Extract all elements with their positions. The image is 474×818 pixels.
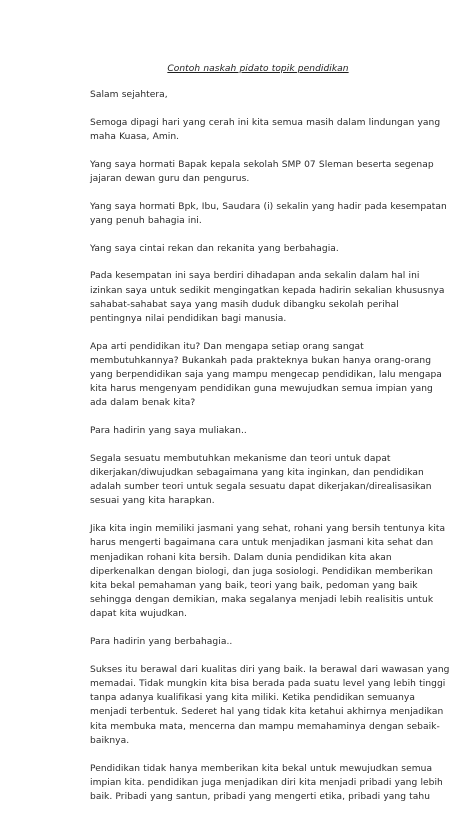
paragraph <box>90 424 420 438</box>
paragraph <box>90 663 450 748</box>
text-line: harus mengerti bagaimana cara untuk menjadikan jasmani kita sehat dan <box>90 538 434 549</box>
text-line: Yang saya cintai rekan dan rekanita yang berbahagia. <box>90 243 339 254</box>
text-line: baiknya. <box>90 735 130 746</box>
paragraph <box>90 762 443 805</box>
text-line: ada dalam benak kita? <box>90 398 196 409</box>
paragraph <box>90 158 434 186</box>
text-line: diperkenalkan dengan biologi, dan juga sosiologi. Pendidikan memberikan <box>90 566 433 577</box>
text-line: menjadi terbentuk. Sederet hal yang tidak kita ketahui akhirnya menjadikan <box>90 707 444 718</box>
text-line: kita bekal pemahaman yang baik, teori yang baik, pedoman yang baik <box>90 580 418 591</box>
text-line: Apa arti pendidikan itu? Dan mengapa setiap orang sangat <box>90 341 364 352</box>
text-line: Segala sesuatu membutuhkan mekanisme dan teori untuk dapat <box>90 453 391 464</box>
text-line: yang penuh bahagia ini. <box>90 215 202 226</box>
paragraph-list <box>90 88 450 804</box>
text-line: menjadikan rohani kita bersih. Dalam dunia pendidikan kita akan <box>90 552 392 563</box>
text-line: Para hadirin yang saya muliakan.. <box>90 426 247 437</box>
text-line: Para hadirin yang berbahagia.. <box>90 637 233 648</box>
text-line: kita membuka mata, mencerna dan mampu memahaminya dengan sebaik- <box>90 721 440 732</box>
text-line: adalah sumber teori untuk segala sesuatu dapat dikerjakan/direalisasikan <box>90 482 432 493</box>
text-line: yang berpendidikan saja yang mampu mengecap pendidikan, lalu mengapa <box>90 370 442 381</box>
text-line: memadai. Tidak mungkin kita bisa berada pada suatu level yang lebih tinggi <box>90 679 446 689</box>
text-line: dikerjakan/diwujudkan sebagaimana yang kita inginkan, dan pendidikan <box>90 468 424 479</box>
text-line: Jika kita ingin memiliki jasmani yang sehat, rohani yang bersih tentunya kita <box>90 524 446 535</box>
text-line: Pendidikan tidak hanya memberikan kita bekal untuk mewujudkan semua <box>90 763 433 774</box>
text-line: tanpa adanya kualifikasi yang kita miliki. Ketika pendidikan semuanya <box>90 693 415 704</box>
text-line: jajaran dewan guru dan pengurus. <box>90 174 250 185</box>
paragraph <box>90 269 445 326</box>
text-line: maha Kuasa, Amin. <box>90 132 180 143</box>
text-line: sesuai yang kita harapkan. <box>90 496 215 507</box>
document-title: Contoh naskah pidato topik pendidikan <box>167 64 349 74</box>
text-line: Sukses itu berawal dari kualitas diri yang baik. Ia berawal dari wawasan yang <box>90 664 450 675</box>
text-line: Salam sejahtera, <box>90 90 168 101</box>
document-body <box>90 62 450 818</box>
text-line: Semoga dipagi hari yang cerah ini kita semua masih dalam lindungan yang <box>90 117 441 128</box>
paragraph <box>90 116 441 144</box>
paragraph <box>90 340 442 411</box>
text-line: impian kita. pendidikan juga menjadikan diri kita menjadi pribadi yang lebih <box>90 777 443 788</box>
text-line: Pada kesempatan ini saya berdiri dihadapan anda sekalin dalam hal ini <box>90 271 420 282</box>
paragraph <box>90 522 446 621</box>
paragraph <box>90 635 420 649</box>
text-line: Yang saya hormati Bpk, Ibu, Saudara (i) sekalin yang hadir pada kesempatan <box>90 201 447 212</box>
paragraph <box>90 200 447 228</box>
text-line: sehingga dengan demikian, maka segalanya menjadi lebih realisitis untuk <box>90 595 434 606</box>
text-line: Yang saya hormati Bapak kepala sekolah SMP 07 Sleman beserta segenap <box>90 159 434 170</box>
text-line: baik. Pribadi yang santun, pribadi yang mengerti etika, pribadi yang tahu <box>90 791 431 802</box>
paragraph <box>90 242 420 256</box>
text-line: sahabat-sahabat saya yang masih duduk dibangku sekolah perihal <box>90 299 399 310</box>
paragraph <box>90 452 432 509</box>
text-line: dapat kita wujudkan. <box>90 609 187 620</box>
text-line: izinkan saya untuk sedikit mengingatkan kepada hadirin sekalian khususnya <box>90 285 445 296</box>
text-line: pentingnya nilai pendidikan bagi manusia. <box>90 313 287 324</box>
text-line: kita harus mengenyam pendidikan guna mewujudkan semua impian yang <box>90 384 433 395</box>
paragraph <box>90 88 420 102</box>
text-line: membutuhkannya? Bukankah pada prakteknya bukan hanya orang-orang <box>90 355 432 366</box>
